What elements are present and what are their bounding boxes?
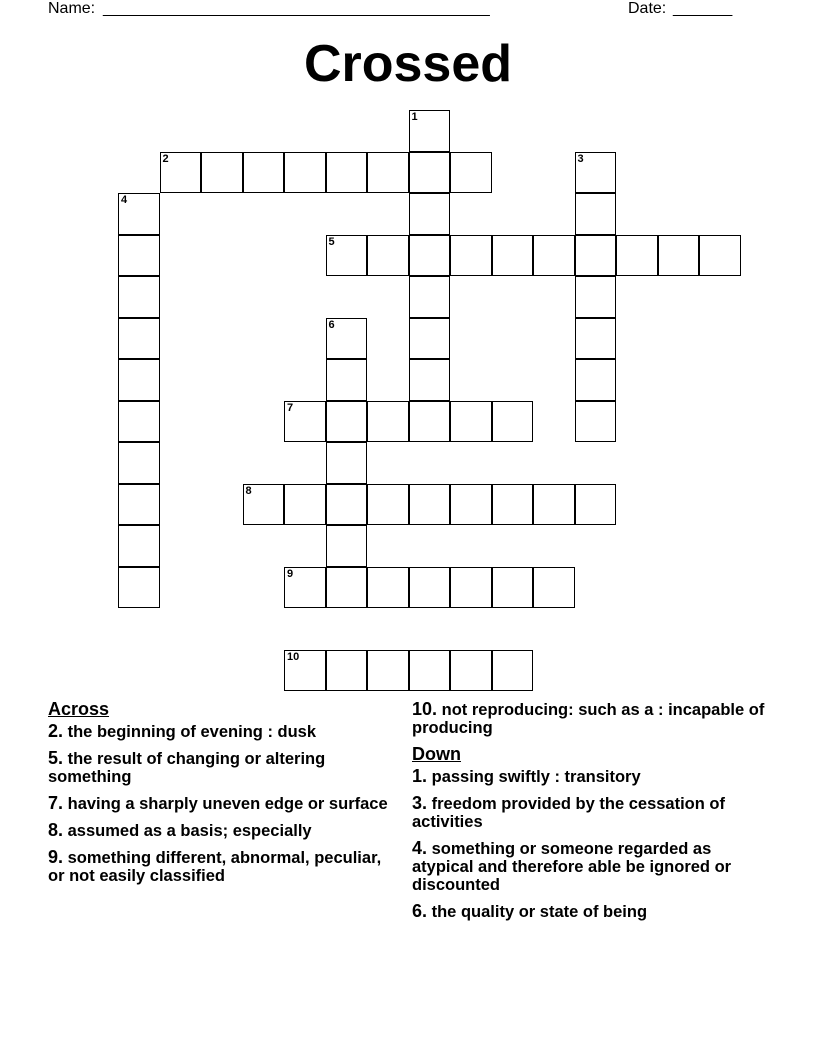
grid-cell[interactable] <box>326 318 368 360</box>
date-blank-line: _______ <box>673 0 732 17</box>
grid-cell[interactable] <box>409 567 451 609</box>
grid-cell[interactable] <box>575 152 617 194</box>
cell-number: 7 <box>287 401 294 414</box>
grid-cell[interactable] <box>326 567 368 609</box>
clue-across-9 <box>48 848 393 885</box>
grid-cell[interactable] <box>118 525 160 567</box>
grid-cell[interactable] <box>243 152 285 194</box>
clue-number: 9. <box>48 847 64 867</box>
clue-across-2 <box>48 722 393 741</box>
grid-cell[interactable] <box>492 401 534 443</box>
grid-cell[interactable] <box>284 650 326 692</box>
down-heading: Down <box>412 744 461 764</box>
grid-cell[interactable] <box>118 484 160 526</box>
grid-cell[interactable] <box>326 650 368 692</box>
grid-cell[interactable] <box>284 567 326 609</box>
clues-column-left <box>48 700 393 893</box>
grid-cell[interactable] <box>533 567 575 609</box>
grid-cell[interactable] <box>575 193 617 235</box>
puzzle-title: Crossed <box>303 35 513 93</box>
clue-number: 5. <box>48 748 64 768</box>
grid-cell[interactable] <box>118 401 160 443</box>
grid-cell[interactable] <box>409 359 451 401</box>
grid-cell[interactable] <box>699 235 741 277</box>
cell-number: 2 <box>162 152 169 165</box>
clue-across-7 <box>48 794 393 813</box>
clue-text: passing swiftly : transitory <box>431 768 641 786</box>
cell-number: 9 <box>287 567 294 580</box>
cell-number: 8 <box>245 484 252 497</box>
clue-across-5 <box>48 749 393 786</box>
grid-cell[interactable] <box>450 401 492 443</box>
grid-cell[interactable] <box>575 318 617 360</box>
grid-cell[interactable] <box>575 276 617 318</box>
grid-cell[interactable] <box>450 235 492 277</box>
clue-number: 2. <box>48 721 64 741</box>
grid-cell[interactable] <box>492 235 534 277</box>
grid-cell[interactable] <box>118 193 160 235</box>
clue-number: 8. <box>48 820 64 840</box>
name-blank-line: ______________________________________________ <box>103 0 490 17</box>
grid-cell[interactable] <box>450 650 492 692</box>
grid-cell[interactable] <box>409 318 451 360</box>
grid-cell[interactable] <box>409 484 451 526</box>
grid-cell[interactable] <box>492 484 534 526</box>
grid-cell[interactable] <box>533 484 575 526</box>
grid-cell[interactable] <box>616 235 658 277</box>
name-label: Name: <box>48 0 96 17</box>
clue-text: having a sharply uneven edge or surface <box>67 795 388 813</box>
grid-cell[interactable] <box>409 110 451 152</box>
clue-number: 7. <box>48 793 64 813</box>
clue-text: not reproducing: such as a : incapable of producing <box>412 701 765 737</box>
cell-number: 3 <box>577 152 584 165</box>
clue-down-4 <box>412 839 772 894</box>
grid-cell[interactable] <box>533 235 575 277</box>
grid-cell[interactable] <box>326 525 368 567</box>
cell-number: 6 <box>328 318 335 331</box>
grid-cell[interactable] <box>575 401 617 443</box>
grid-cell[interactable] <box>409 193 451 235</box>
clue-text: freedom provided by the cessation of activities <box>412 795 725 831</box>
grid-cell[interactable] <box>575 359 617 401</box>
grid-cell[interactable] <box>160 152 202 194</box>
cell-number: 4 <box>121 194 128 206</box>
cell-number: 10 <box>287 650 300 663</box>
clue-across-10 <box>412 700 772 737</box>
cell-number: 1 <box>411 111 418 123</box>
grid-cell[interactable] <box>409 650 451 692</box>
clue-text: assumed as a basis; especially <box>67 822 312 840</box>
grid-cell[interactable] <box>409 235 451 277</box>
grid-cell[interactable] <box>450 152 492 194</box>
grid-cell[interactable] <box>367 235 409 277</box>
grid-cell[interactable] <box>326 152 368 194</box>
cell-number: 5 <box>328 235 335 248</box>
grid-cell[interactable] <box>367 567 409 609</box>
grid-cell[interactable] <box>326 442 368 484</box>
grid-cell[interactable] <box>118 276 160 318</box>
grid-cell[interactable] <box>492 567 534 609</box>
clue-number: 3. <box>412 793 428 813</box>
grid-cell[interactable] <box>284 401 326 443</box>
across-heading: Across <box>48 699 110 719</box>
clue-down-3 <box>412 794 772 831</box>
clue-down-6 <box>412 902 772 921</box>
grid-cell[interactable] <box>326 401 368 443</box>
grid-cell[interactable] <box>118 235 160 277</box>
grid-cell[interactable] <box>367 484 409 526</box>
grid-cell[interactable] <box>284 152 326 194</box>
clue-text: something different, abnormal, peculiar, or not easily classified <box>48 849 382 885</box>
clue-text: the quality or state of being <box>431 903 648 921</box>
grid-cell[interactable] <box>243 484 285 526</box>
grid-cell[interactable] <box>326 235 368 277</box>
grid-cell[interactable] <box>409 401 451 443</box>
clue-number: 1. <box>412 766 428 786</box>
clues-column-right <box>412 700 772 929</box>
grid-cell[interactable] <box>409 152 451 194</box>
clue-text: something or someone regarded as atypical and therefore able be ignored or discounted <box>412 840 732 894</box>
grid-cell[interactable] <box>284 484 326 526</box>
grid-cell[interactable] <box>201 152 243 194</box>
grid-cell[interactable] <box>118 318 160 360</box>
clue-text: the beginning of evening : dusk <box>67 723 317 741</box>
grid-cell[interactable] <box>118 359 160 401</box>
grid-cell[interactable] <box>450 567 492 609</box>
grid-cell[interactable] <box>118 442 160 484</box>
grid-cell[interactable] <box>367 650 409 692</box>
grid-cell[interactable] <box>118 567 160 609</box>
grid-cell[interactable] <box>575 484 617 526</box>
grid-cell[interactable] <box>450 484 492 526</box>
date-label: Date: <box>628 0 667 17</box>
grid-cell[interactable] <box>367 152 409 194</box>
grid-cell[interactable] <box>575 235 617 277</box>
clue-number: 4. <box>412 838 428 858</box>
grid-cell[interactable] <box>367 401 409 443</box>
clue-down-1 <box>412 767 772 786</box>
clue-number: 10. <box>412 699 438 719</box>
clue-number: 6. <box>412 901 428 921</box>
grid-cell[interactable] <box>409 276 451 318</box>
grid-cell[interactable] <box>326 359 368 401</box>
grid-cell[interactable] <box>326 484 368 526</box>
clue-text: the result of changing or altering something <box>48 750 326 786</box>
grid-cell[interactable] <box>492 650 534 692</box>
clue-across-8 <box>48 821 393 840</box>
grid-cell[interactable] <box>658 235 700 277</box>
